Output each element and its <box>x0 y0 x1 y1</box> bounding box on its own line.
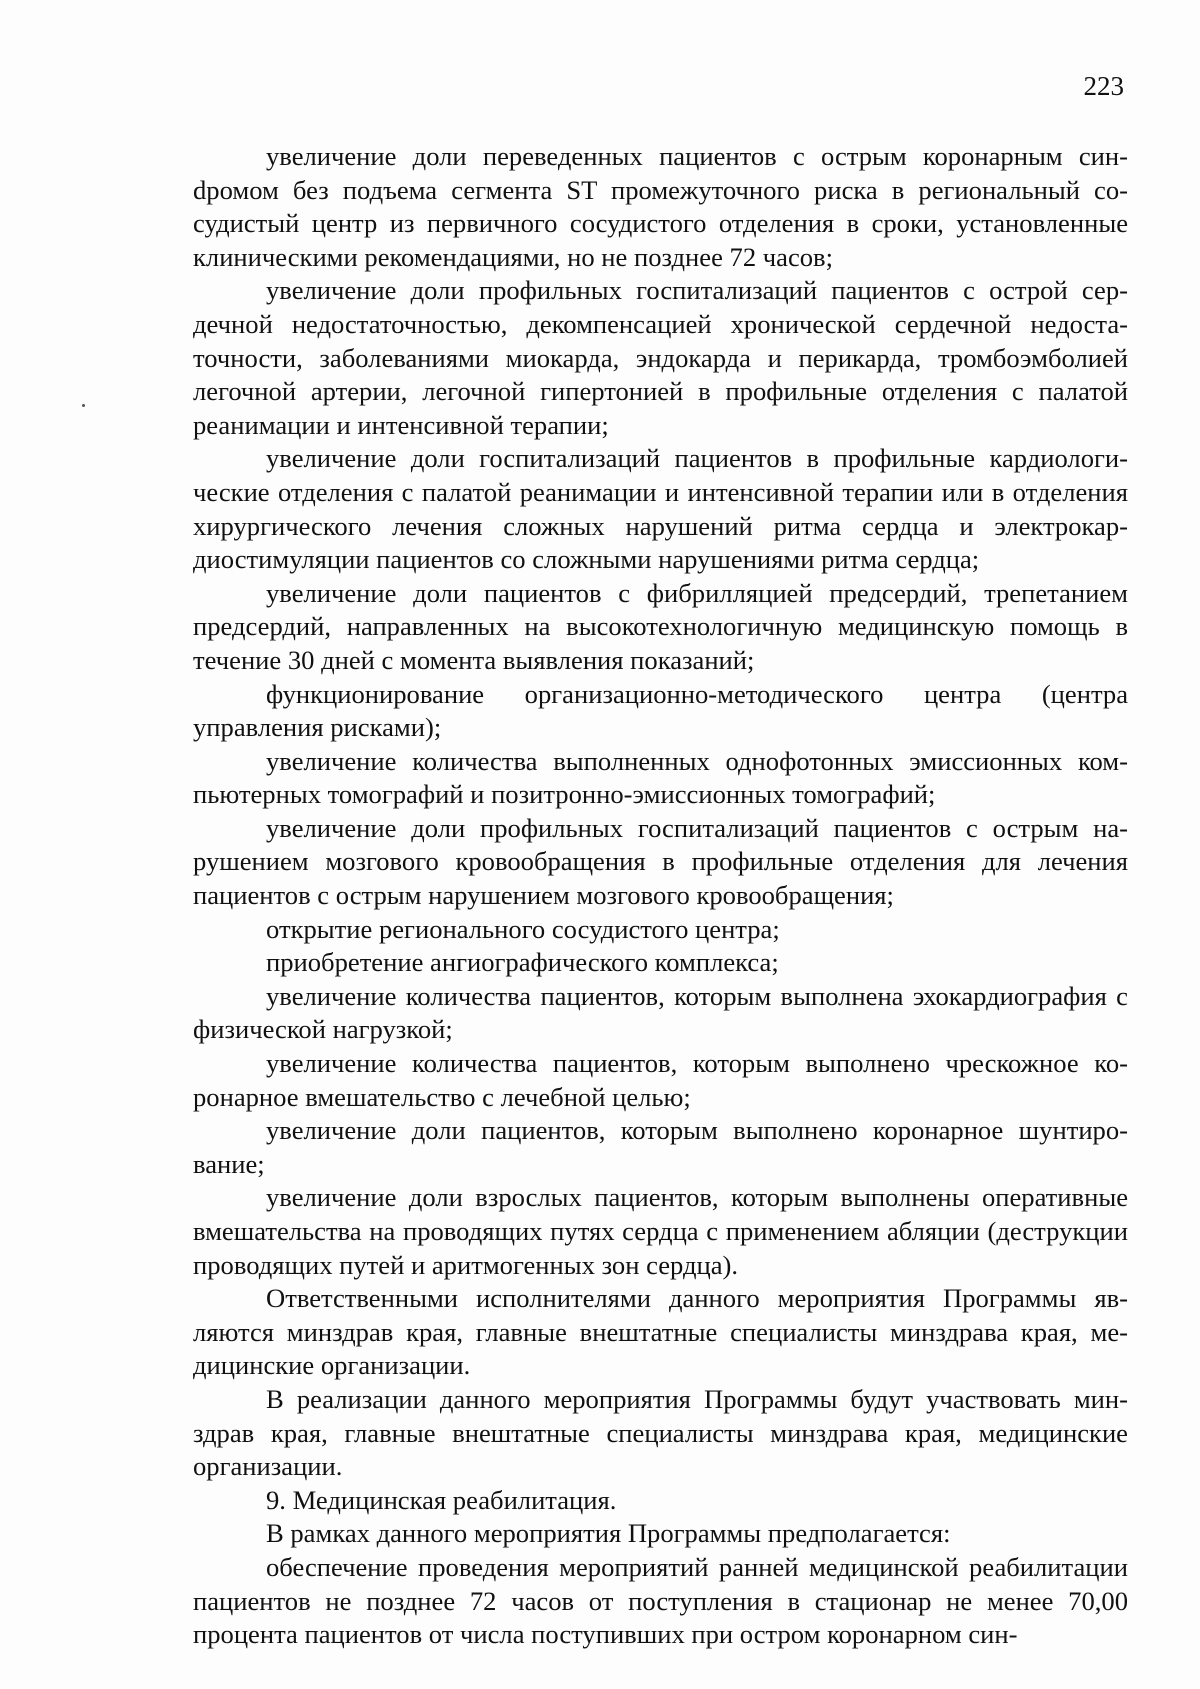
paragraph: увеличение доли госпитализаций пациентов в профильные кардиологические отделения с палатой реанимации и интенсивной терапии или в отделения хирургического лечения сложных нарушений ритма сердца и электрокардиостимуляции пациентов со сложными нарушениями ритма сердца; <box>193 443 1128 575</box>
paragraph: увеличение доли пациентов с фибрилляцией предсердий, трепетанием предсердий, направленных на высокотехнологичную медицинскую помощь в течение 30 дней с момента выявления показаний; <box>193 577 1128 675</box>
paragraph: приобретение ангиографического комплекса; <box>266 947 779 978</box>
paragraph: В реализации данного мероприятия Программы будут участвовать минздрав края, главные внештатные специалисты минздрава края, медицинские организации. <box>193 1383 1128 1482</box>
paragraph: В рамках данного мероприятия Программы предполагается: <box>266 1518 951 1549</box>
section-heading: 9. Медицинская реабилитация. <box>266 1484 617 1515</box>
paragraph: увеличение количества выполненных однофотонных эмиссионных компьютерных томографий и позитронно-эмиссионных томографий; <box>193 745 1128 810</box>
paragraph: открытие регионального сосудистого центра; <box>266 913 780 944</box>
paragraph: функционирование организационно-методического центра (центра управления рисками); <box>193 678 1128 743</box>
paragraph: Ответственными исполнителями данного мероприятия Программы являются минздрав края, главные внештатные специалисты минздрава края, медицинские организации. <box>193 1283 1128 1381</box>
paragraph: увеличение количества пациентов, которым выполнено чрескожное коронарное вмешательство с лечебной целью; <box>193 1048 1128 1112</box>
paragraph: увеличение доли взрослых пациентов, которым выполнены оперативные вмешательства на проводящих путях сердца с применением абляции (деструкции проводящих путей и аритмогенных зон сердца). <box>193 1182 1128 1280</box>
paragraph: увеличение доли переведенных пациентов с острым коронарным синdромом без подъема сегмента ST промежуточного риска в региональный сосудистый центр из первичного сосудистого отделения в сроки, установленные клиническими рекомендациями, но не позднее 72 часов; <box>193 141 1128 272</box>
paragraph: обеспечение проведения мероприятий ранней медицинской реабилитации пациентов не позднее 72 часов от поступления в стационар не менее 70,00 процента пациентов от числа поступивших при остром коронарном син- <box>193 1551 1128 1650</box>
paragraph: увеличение доли профильных госпитализаций пациентов с острым нарушением мозгового кровообращения в профильные отделения для лечения пациентов с острым нарушением мозгового кровообращения; <box>193 812 1128 911</box>
page-number: 223 <box>1083 71 1124 101</box>
scan-speck <box>82 404 85 407</box>
document-body <box>193 140 1128 1652</box>
paragraph: увеличение доли профильных госпитализаций пациентов с острой сердечной недостаточностью, декомпенсацией хронической сердечной недостаточности, заболеваниями миокарда, эндокарда и перикарда, тромбоэмболией легочной артерии, легочной гипертонией в профильные отделения с палатой реанимации и интенсивной терапии; <box>193 275 1128 440</box>
paragraph: увеличение доли пациентов, которым выполнено коронарное шунтирование; <box>193 1115 1128 1179</box>
paragraph: увеличение количества пациентов, которым выполнена эхокардиография с физической нагрузкой; <box>193 980 1128 1045</box>
